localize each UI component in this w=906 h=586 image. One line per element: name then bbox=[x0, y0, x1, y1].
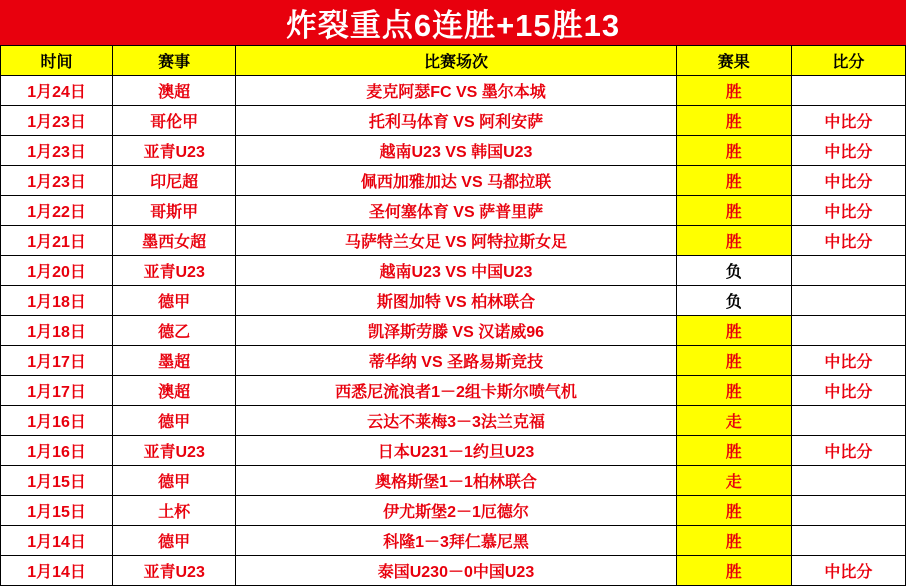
cell-league: 亚青U23 bbox=[113, 436, 236, 466]
cell-league: 德甲 bbox=[113, 526, 236, 556]
cell-score bbox=[791, 466, 905, 496]
cell-score: 中比分 bbox=[791, 136, 905, 166]
column-header-league: 赛事 bbox=[113, 46, 236, 76]
table-row bbox=[1, 166, 906, 196]
cell-match: 越南U23 VS 中国U23 bbox=[236, 256, 676, 286]
cell-score bbox=[791, 526, 905, 556]
cell-result: 胜 bbox=[676, 166, 791, 196]
cell-league: 德甲 bbox=[113, 406, 236, 436]
cell-match: 蒂华纳 VS 圣路易斯竞技 bbox=[236, 346, 676, 376]
cell-league: 德乙 bbox=[113, 316, 236, 346]
cell-result: 胜 bbox=[676, 526, 791, 556]
cell-date: 1月17日 bbox=[1, 376, 113, 406]
cell-result: 胜 bbox=[676, 376, 791, 406]
table-row bbox=[1, 526, 906, 556]
table-header bbox=[1, 46, 906, 76]
cell-match: 伊尤斯堡2－1厄德尔 bbox=[236, 496, 676, 526]
cell-match: 日本U231－1约旦U23 bbox=[236, 436, 676, 466]
cell-league: 哥伦甲 bbox=[113, 106, 236, 136]
cell-score: 中比分 bbox=[791, 226, 905, 256]
column-header-result: 赛果 bbox=[676, 46, 791, 76]
cell-score bbox=[791, 316, 905, 346]
cell-result: 胜 bbox=[676, 226, 791, 256]
page-title: 炸裂重点6连胜+15胜13 bbox=[285, 8, 621, 43]
cell-score bbox=[791, 496, 905, 526]
cell-result: 胜 bbox=[676, 496, 791, 526]
cell-match: 泰国U230－0中国U23 bbox=[236, 556, 676, 586]
cell-league: 德甲 bbox=[113, 286, 236, 316]
cell-result: 胜 bbox=[676, 196, 791, 226]
cell-result: 负 bbox=[676, 256, 791, 286]
cell-date: 1月17日 bbox=[1, 346, 113, 376]
cell-date: 1月21日 bbox=[1, 226, 113, 256]
cell-score: 中比分 bbox=[791, 556, 905, 586]
cell-date: 1月24日 bbox=[1, 76, 113, 106]
column-header-score: 比分 bbox=[791, 46, 905, 76]
cell-result: 胜 bbox=[676, 316, 791, 346]
table-row bbox=[1, 136, 906, 166]
cell-league: 澳超 bbox=[113, 76, 236, 106]
cell-result: 胜 bbox=[676, 346, 791, 376]
cell-league: 墨西女超 bbox=[113, 226, 236, 256]
cell-result: 胜 bbox=[676, 106, 791, 136]
cell-match: 云达不莱梅3－3法兰克福 bbox=[236, 406, 676, 436]
table-row bbox=[1, 346, 906, 376]
page-title-bar bbox=[0, 0, 906, 45]
table-row bbox=[1, 76, 906, 106]
cell-score: 中比分 bbox=[791, 376, 905, 406]
cell-match: 奥格斯堡1－1柏林联合 bbox=[236, 466, 676, 496]
cell-match: 托利马体育 VS 阿利安萨 bbox=[236, 106, 676, 136]
cell-score: 中比分 bbox=[791, 166, 905, 196]
cell-league: 哥斯甲 bbox=[113, 196, 236, 226]
matches-table bbox=[0, 45, 906, 586]
cell-league: 亚青U23 bbox=[113, 256, 236, 286]
cell-match: 佩西加雅加达 VS 马都拉联 bbox=[236, 166, 676, 196]
table-row bbox=[1, 436, 906, 466]
cell-result: 胜 bbox=[676, 136, 791, 166]
cell-score: 中比分 bbox=[791, 106, 905, 136]
cell-result: 胜 bbox=[676, 76, 791, 106]
cell-match: 马萨特兰女足 VS 阿特拉斯女足 bbox=[236, 226, 676, 256]
table-row bbox=[1, 226, 906, 256]
cell-match: 越南U23 VS 韩国U23 bbox=[236, 136, 676, 166]
table-header-row bbox=[1, 46, 906, 76]
cell-score: 中比分 bbox=[791, 196, 905, 226]
cell-date: 1月18日 bbox=[1, 286, 113, 316]
cell-match: 圣何塞体育 VS 萨普里萨 bbox=[236, 196, 676, 226]
cell-score: 中比分 bbox=[791, 346, 905, 376]
cell-league: 墨超 bbox=[113, 346, 236, 376]
cell-date: 1月20日 bbox=[1, 256, 113, 286]
cell-league: 亚青U23 bbox=[113, 556, 236, 586]
table-row bbox=[1, 466, 906, 496]
cell-date: 1月22日 bbox=[1, 196, 113, 226]
cell-league: 澳超 bbox=[113, 376, 236, 406]
cell-league: 亚青U23 bbox=[113, 136, 236, 166]
cell-date: 1月23日 bbox=[1, 166, 113, 196]
cell-match: 科隆1－3拜仁慕尼黑 bbox=[236, 526, 676, 556]
cell-result: 走 bbox=[676, 406, 791, 436]
cell-match: 斯图加特 VS 柏林联合 bbox=[236, 286, 676, 316]
table-row bbox=[1, 106, 906, 136]
cell-match: 凯泽斯劳滕 VS 汉诺威96 bbox=[236, 316, 676, 346]
table-row bbox=[1, 376, 906, 406]
table-row bbox=[1, 196, 906, 226]
table-row bbox=[1, 316, 906, 346]
table-row bbox=[1, 556, 906, 586]
column-header-date: 时间 bbox=[1, 46, 113, 76]
cell-score bbox=[791, 256, 905, 286]
table-row bbox=[1, 406, 906, 436]
cell-date: 1月15日 bbox=[1, 466, 113, 496]
cell-score: 中比分 bbox=[791, 436, 905, 466]
table-row bbox=[1, 256, 906, 286]
cell-date: 1月14日 bbox=[1, 556, 113, 586]
cell-date: 1月15日 bbox=[1, 496, 113, 526]
cell-match: 麦克阿瑟FC VS 墨尔本城 bbox=[236, 76, 676, 106]
cell-score bbox=[791, 406, 905, 436]
table-row bbox=[1, 286, 906, 316]
cell-match: 西悉尼流浪者1－2组卡斯尔喷气机 bbox=[236, 376, 676, 406]
column-header-match: 比赛场次 bbox=[236, 46, 676, 76]
cell-league: 土杯 bbox=[113, 496, 236, 526]
cell-result: 胜 bbox=[676, 556, 791, 586]
cell-result: 负 bbox=[676, 286, 791, 316]
cell-date: 1月14日 bbox=[1, 526, 113, 556]
cell-league: 印尼超 bbox=[113, 166, 236, 196]
table-row bbox=[1, 496, 906, 526]
cell-result: 走 bbox=[676, 466, 791, 496]
cell-date: 1月18日 bbox=[1, 316, 113, 346]
cell-league: 德甲 bbox=[113, 466, 236, 496]
cell-date: 1月23日 bbox=[1, 136, 113, 166]
cell-date: 1月23日 bbox=[1, 106, 113, 136]
cell-result: 胜 bbox=[676, 436, 791, 466]
cell-score bbox=[791, 286, 905, 316]
cell-date: 1月16日 bbox=[1, 406, 113, 436]
table-body bbox=[1, 76, 906, 586]
cell-score bbox=[791, 76, 905, 106]
cell-date: 1月16日 bbox=[1, 436, 113, 466]
